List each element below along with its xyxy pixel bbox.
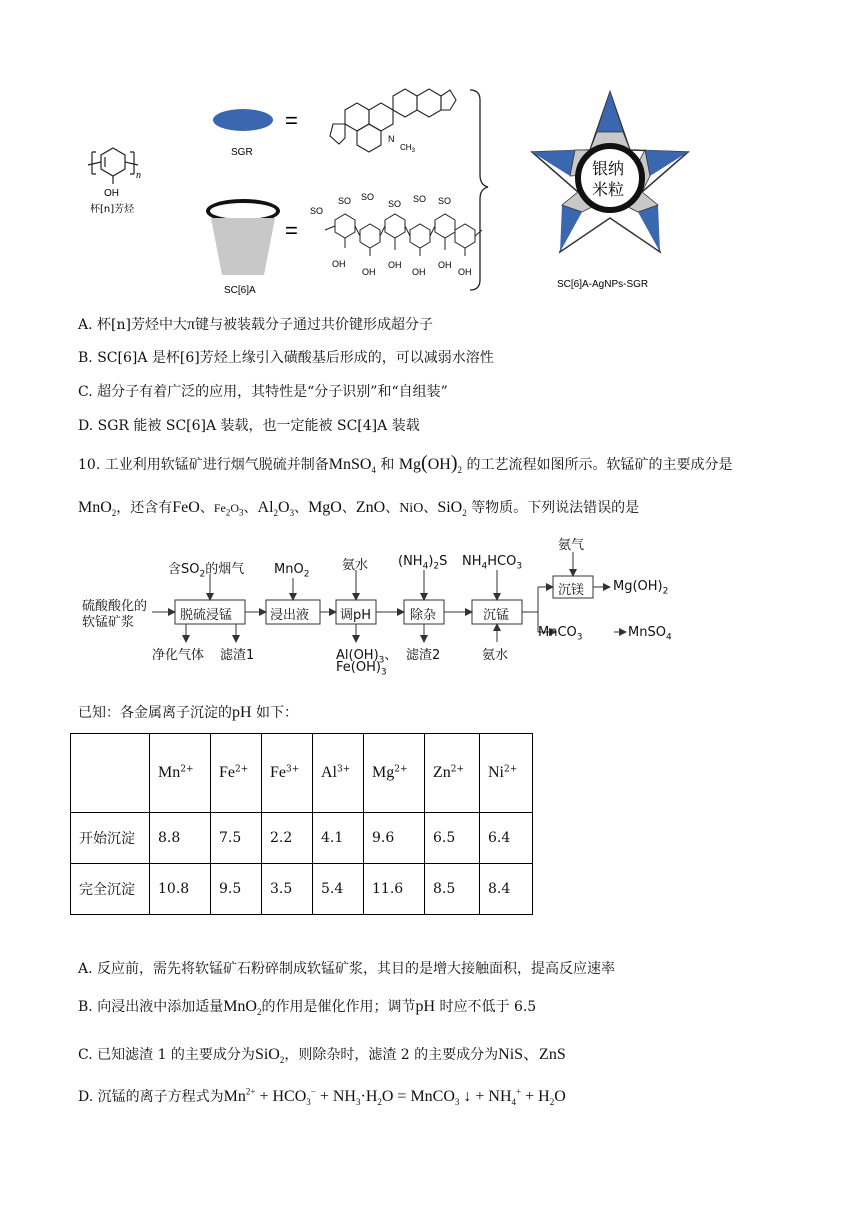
svg-text:OH: OH <box>388 260 402 270</box>
svg-text:OH: OH <box>332 259 346 269</box>
q9-option-d: D. SGR 能被 SC[6]A 装载，也一定能被 SC[4]A 装载 <box>78 418 420 434</box>
table-header-row <box>71 734 533 813</box>
svg-text:SO: SO <box>338 196 352 206</box>
table-cell: 3.5 <box>262 864 313 915</box>
process-flow-chart <box>80 532 700 682</box>
flow-reagent2: MnO$_2$ <box>274 562 310 580</box>
sgr-equals: = <box>285 108 298 133</box>
flow-input-line1: 硫酸酸化的 <box>82 599 148 614</box>
table-cell: 8.5 <box>425 864 480 915</box>
flow-out4: 滤渣2 <box>406 648 441 663</box>
sc6a-oh-labels <box>332 259 472 277</box>
svg-text:OH: OH <box>412 267 426 277</box>
flow-product1: $Mg(OH)_2$ <box>613 579 669 597</box>
flow-step6: 沉镁 <box>558 583 585 598</box>
flow-step2: 浸出液 <box>270 608 310 623</box>
sgr-n-label: N <box>388 134 395 144</box>
sgr-label: SGR <box>231 147 253 158</box>
table-header-cell: $Zn^{2+}$ <box>425 734 480 813</box>
sgr-ellipse <box>213 109 273 131</box>
table-cell: 2.2 <box>262 813 313 864</box>
flow-reagent3: 氨水 <box>342 558 369 573</box>
table-cell: 8.8 <box>150 813 211 864</box>
table-cell: 4.1 <box>313 813 364 864</box>
q10-option-d: D. 沉锰的离子方程式为$Mn^{2+} + HCO_3^- + NH_3\cdot H_2O$ = MnCO$_3$ ↓ + $NH_4^+ + H_2O$ <box>78 1086 566 1108</box>
table-row <box>71 813 533 864</box>
flow-out3-line1: $Al(OH)_3$、 <box>336 648 398 666</box>
table-cell: 6.5 <box>425 813 480 864</box>
supramolecule-svg <box>70 80 790 300</box>
flow-out1b: 滤渣1 <box>220 648 255 663</box>
flow-step5: 沉锰 <box>483 608 510 623</box>
q9-option-a: A. 杯[n]芳烃中大π键与被装载分子通过共价键形成超分子 <box>78 316 434 333</box>
sc6a-equals: = <box>285 218 298 243</box>
calixarene-unit-structure <box>88 148 138 184</box>
svg-text:SO: SO <box>361 192 375 202</box>
q10-option-b: B. 向浸出液中添加适量MnO$_2$的作用是催化作用；调节pH 时应不低于 6.5 <box>78 998 537 1018</box>
grouping-brace <box>470 90 488 290</box>
q10-option-c: C. 已知滤渣 1 的主要成分为SiO$_2$，则除杂时，滤渣 2 的主要成分为NiS、ZnS <box>78 1046 566 1066</box>
q10-stem-line1: 10. 工业利用软锰矿进行烟气脱硫并制备MnSO$_4$ 和 $Mg(OH)_2$ 的工艺流程如图所示。软锰矿的主要成分是 <box>78 452 733 476</box>
table-cell: 5.4 <box>313 864 364 915</box>
q9-option-b: B. SC[6]A 是杯[6]芳烃上缘引入磺酸基后形成的，可以减弱水溶性 <box>78 350 494 366</box>
flow-out1a: 净化气体 <box>152 648 205 663</box>
sc6a-rim-inner <box>210 203 276 219</box>
table-cell: 9.5 <box>211 864 262 915</box>
table-header-cell: $Al^{3+}$ <box>313 734 364 813</box>
ionic-equation: $Mn^{2+} + HCO_3^- + NH_3\cdot H_2O$ = MnCO$_3$ ↓ + $NH_4^+ + H_2O$ <box>223 1086 566 1108</box>
flow-gas-in: 含$SO_2$的烟气 <box>168 562 245 580</box>
table-cell: 8.4 <box>480 864 533 915</box>
supramolecule-figure <box>70 80 790 300</box>
calixarene-oh-label: OH <box>104 188 119 199</box>
star-text-line1: 银纳 <box>592 159 625 178</box>
table-header-cell: $Mn^{2+}$ <box>150 734 211 813</box>
sc6a-structure <box>325 214 482 256</box>
flow-input-line2: 软锰矿浆 <box>82 615 135 630</box>
table-header-cell: $Ni^{2+}$ <box>480 734 533 813</box>
table-cell: 7.5 <box>211 813 262 864</box>
flow-reagent5b: 氨水 <box>482 648 509 663</box>
table-cell: 11.6 <box>364 864 425 915</box>
calixarene-caption: 杯[n]芳烃 <box>90 204 135 215</box>
flow-reagent5: $NH_4HCO_3$ <box>462 554 523 572</box>
sc6a-bowl <box>211 218 275 275</box>
star-text-line2: 米粒 <box>592 180 625 199</box>
sc6a-so3-labels <box>310 192 451 216</box>
flow-out3-line2: $Fe(OH)_3$ <box>336 660 387 678</box>
q10-stem-line2: MnO$_2$，还含有FeO、$Fe_2O_3$、$Al_2O_3$、MgO、ZnO、NiO、SiO$_2$ 等物质。下列说法错误的是 <box>78 499 640 519</box>
known-line: 已知：各金属离子沉淀的pH 如下： <box>78 704 299 721</box>
q9-option-c: C. 超分子有着广泛的应用，其特性是“分子识别”和“自组装” <box>78 384 448 400</box>
svg-text:SO: SO <box>413 194 427 204</box>
table-row-label: 开始沉淀 <box>71 813 150 864</box>
svg-text:SO: SO <box>388 199 402 209</box>
table-cell: 10.8 <box>150 864 211 915</box>
svg-text:SO: SO <box>438 196 452 206</box>
q10-option-a: A. 反应前，需先将软锰矿石粉碎制成软锰矿浆，其目的是增大接触面积，提高反应速率 <box>78 961 616 977</box>
flow-product2-tail: MnSO$_4$ <box>628 625 672 643</box>
flow-reagent6: 氨气 <box>558 538 585 553</box>
flow-product2: MnCO$_3$ <box>538 625 583 643</box>
svg-text:OH: OH <box>458 267 472 277</box>
flow-step4: 除杂 <box>410 608 437 623</box>
flow-step3: 调pH <box>340 608 372 623</box>
flow-reagent4: $(NH_4)_2S$ <box>398 554 448 572</box>
sc6a-label: SC[6]A <box>224 285 256 296</box>
calixarene-n-label: n <box>136 170 141 181</box>
table-row <box>71 864 533 915</box>
sgr-ch3-label: $CH_3$ <box>400 143 415 154</box>
precipitation-ph-table <box>70 733 533 915</box>
svg-text:OH: OH <box>438 260 452 270</box>
table-header-cell <box>71 734 150 813</box>
svg-text:SO: SO <box>310 206 324 216</box>
table-row-label: 完全沉淀 <box>71 864 150 915</box>
table-cell: 9.6 <box>364 813 425 864</box>
svg-text:OH: OH <box>362 267 376 277</box>
table-header-cell: $Fe^{2+}$ <box>211 734 262 813</box>
flow-step1: 脱硫浸锰 <box>180 608 233 623</box>
star-caption: SC[6]A-AgNPs-SGR <box>557 279 649 290</box>
table-cell: 6.4 <box>480 813 533 864</box>
table-header-cell: $Mg^{2+}$ <box>364 734 425 813</box>
table-header-cell: $Fe^{3+}$ <box>262 734 313 813</box>
